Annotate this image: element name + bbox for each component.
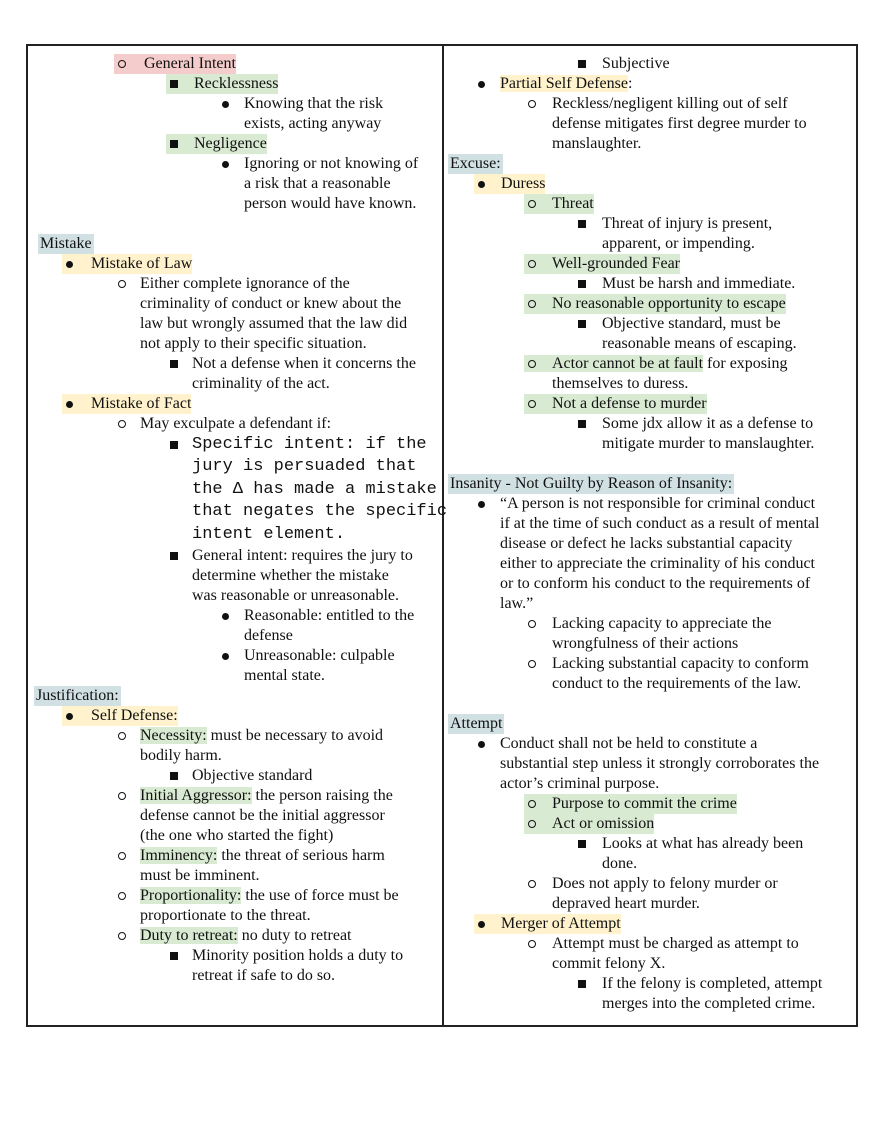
- bullet-icon: [478, 501, 485, 508]
- square-bullet-icon: [170, 360, 178, 368]
- square-bullet-icon: [578, 420, 586, 428]
- bullet-icon: [222, 101, 229, 108]
- proportionality-label: Proportionality:: [140, 886, 242, 904]
- hollow-bullet-icon: [528, 880, 536, 888]
- text-line: Some jdx allow it as a defense to: [602, 415, 814, 432]
- text-line: defense cannot be the initial aggressor: [140, 806, 385, 824]
- actor-fault-label: Actor cannot be at fault: [552, 355, 704, 372]
- text-line: “A person is not responsible for criminal conduct: [500, 495, 816, 512]
- mistake-of-law-label: Mistake of Law: [91, 255, 193, 272]
- bullet-icon: [66, 401, 73, 408]
- initial-aggressor-label: Initial Aggressor:: [140, 786, 252, 804]
- text-line: defense mitigates first degree murder to: [552, 115, 807, 132]
- merger-of-attempt-label: Merger of Attempt: [501, 915, 621, 932]
- text-line: defense: [244, 626, 293, 644]
- purpose-label: Purpose to commit the crime: [552, 795, 737, 812]
- text-line: reasonable means of escaping.: [602, 335, 797, 352]
- text-line: must be imminent.: [140, 866, 260, 884]
- hollow-bullet-icon: [528, 400, 536, 408]
- text-line: Unreasonable: culpable: [244, 646, 395, 664]
- hollow-bullet-icon: [528, 260, 536, 268]
- text-line: either to appreciate the criminality of his conduct: [500, 555, 815, 572]
- hollow-bullet-icon: [528, 660, 536, 668]
- text-line: no duty to retreat: [237, 926, 352, 944]
- hollow-bullet-icon: [528, 360, 536, 368]
- text-line: retreat if safe to do so.: [192, 966, 336, 984]
- text-line: substantial step unless it strongly corroborates the: [500, 755, 820, 772]
- well-grounded-fear-label: Well-grounded Fear: [552, 255, 680, 272]
- text-line: must be necessary to avoid: [206, 726, 384, 744]
- text-line: merges into the completed crime.: [602, 995, 816, 1012]
- text-line: Knowing that the risk: [244, 95, 384, 112]
- duty-to-retreat-label: Duty to retreat:: [140, 926, 238, 944]
- imminency-label: Imminency:: [140, 846, 218, 864]
- text-line: Conduct shall not be held to constitute a: [500, 735, 758, 752]
- general-intent-label: General Intent: [144, 55, 236, 72]
- text-line: Lacking capacity to appreciate the: [552, 615, 772, 632]
- bullet-icon: [478, 921, 485, 928]
- text-line: criminality of conduct or knew about the: [140, 295, 402, 312]
- text-line: person would have known.: [244, 195, 417, 212]
- square-bullet-icon: [578, 840, 586, 848]
- hollow-bullet-icon: [118, 732, 126, 740]
- bullet-icon: [222, 161, 229, 168]
- text-line: the Δ has made a mistake: [192, 479, 437, 499]
- text-line: Minority position holds a duty to: [192, 946, 404, 964]
- square-bullet-icon: [170, 772, 178, 780]
- square-bullet-icon: [170, 552, 178, 560]
- text-line: apparent, or impending.: [602, 235, 755, 252]
- bullet-icon: [478, 181, 485, 188]
- text-line: manslaughter.: [552, 135, 642, 152]
- square-bullet-icon: [170, 80, 178, 88]
- bullet-icon: [222, 653, 229, 660]
- text-line: mental state.: [244, 666, 325, 684]
- text-line: If the felony is completed, attempt: [602, 975, 823, 992]
- square-bullet-icon: [170, 441, 178, 449]
- partial-self-defense-label: Partial Self Defense: [500, 75, 628, 92]
- text-line: the person raising the: [251, 786, 393, 804]
- text-line: determine whether the mistake: [192, 566, 389, 584]
- text-line: conduct to the requirements of the law.: [552, 675, 802, 692]
- text-line: (the one who started the fight): [140, 826, 334, 844]
- text-line: exists, acting anyway: [244, 115, 382, 132]
- text-line: General intent: requires the jury to: [192, 546, 413, 564]
- hollow-bullet-icon: [528, 100, 536, 108]
- hollow-bullet-icon: [528, 200, 536, 208]
- text-line: Threat of injury is present,: [602, 215, 773, 232]
- text-line: mitigate murder to manslaughter.: [602, 435, 815, 452]
- no-escape-label: No reasonable opportunity to escape: [552, 295, 786, 312]
- text-line: the use of force must be: [241, 886, 399, 904]
- necessity-label: Necessity:: [140, 726, 207, 744]
- text-line: May exculpate a defendant if:: [140, 415, 332, 432]
- text-line: Either complete ignorance of the: [140, 275, 350, 292]
- text-line: :: [627, 75, 633, 92]
- square-bullet-icon: [578, 980, 586, 988]
- text-line: commit felony X.: [552, 955, 666, 972]
- hollow-bullet-icon: [118, 852, 126, 860]
- act-omission-label: Act or omission: [552, 815, 655, 832]
- threat-label: Threat: [552, 195, 594, 212]
- text-line: Objective standard: [192, 766, 313, 784]
- hollow-bullet-icon: [118, 280, 126, 288]
- text-line: the threat of serious harm: [217, 846, 385, 864]
- square-bullet-icon: [578, 220, 586, 228]
- hollow-bullet-icon: [528, 800, 536, 808]
- bullet-icon: [478, 741, 485, 748]
- mistake-of-fact-label: Mistake of Fact: [91, 395, 192, 412]
- text-line: Reckless/negligent killing out of self: [552, 95, 788, 112]
- hollow-bullet-icon: [118, 932, 126, 940]
- text-line: intent element.: [192, 524, 346, 544]
- square-bullet-icon: [578, 320, 586, 328]
- not-defense-murder-label: Not a defense to murder: [552, 395, 707, 412]
- section-heading-mistake: Mistake: [40, 235, 92, 252]
- text-line: for exposing: [703, 355, 788, 372]
- hollow-bullet-icon: [118, 420, 126, 428]
- text-line: was reasonable or unreasonable.: [192, 586, 400, 604]
- text-line: Ignoring or not knowing of: [244, 155, 419, 172]
- outline-table: [26, 44, 858, 1027]
- hollow-bullet-icon: [118, 792, 126, 800]
- text-line: law.”: [500, 595, 534, 612]
- text-line: Reasonable: entitled to the: [244, 606, 415, 624]
- section-heading-excuse: Excuse:: [450, 155, 501, 172]
- text-line: law but wrongly assumed that the law did: [140, 315, 408, 332]
- bullet-icon: [66, 261, 73, 268]
- section-heading-attempt: Attempt: [450, 715, 503, 732]
- text-line: Specific intent: if the: [192, 435, 427, 454]
- text-line: actor’s criminal purpose.: [500, 775, 660, 792]
- text-line: Lacking substantial capacity to conform: [552, 655, 809, 672]
- text-line: wrongfulness of their actions: [552, 635, 739, 652]
- text-line: Looks at what has already been: [602, 835, 804, 852]
- square-bullet-icon: [578, 280, 586, 288]
- right-column: [448, 54, 852, 1014]
- text-line: themselves to duress.: [552, 375, 689, 392]
- bullet-icon: [478, 81, 485, 88]
- text-line: not apply to their specific situation.: [140, 335, 367, 352]
- text-line: depraved heart murder.: [552, 895, 700, 912]
- hollow-bullet-icon: [528, 620, 536, 628]
- column-divider: [442, 46, 444, 1025]
- text-line: Subjective: [602, 55, 670, 72]
- text-line: Objective standard, must be: [602, 315, 781, 332]
- hollow-bullet-icon: [528, 940, 536, 948]
- recklessness-label: Recklessness: [194, 75, 279, 92]
- text-line: proportionate to the threat.: [140, 906, 311, 924]
- text-line: Attempt must be charged as attempt to: [552, 935, 799, 952]
- text-line: Does not apply to felony murder or: [552, 875, 778, 892]
- square-bullet-icon: [170, 952, 178, 960]
- text-line: a risk that a reasonable: [244, 175, 391, 192]
- hollow-bullet-icon: [528, 300, 536, 308]
- self-defense-label: Self Defense:: [91, 706, 178, 724]
- text-line: that negates the specific: [192, 502, 448, 522]
- left-column: [34, 54, 448, 986]
- hollow-bullet-icon: [118, 892, 126, 900]
- text-line: disease or defect he lacks substantial capacity: [500, 535, 793, 552]
- section-heading-justification: Justification:: [36, 686, 119, 704]
- square-bullet-icon: [578, 60, 586, 68]
- section-heading-insanity: Insanity - Not Guilty by Reason of Insanity:: [450, 475, 733, 492]
- text-line: or to conform his conduct to the requirements of: [500, 575, 811, 592]
- bullet-icon: [66, 713, 73, 720]
- text-line: if at the time of such conduct as a result of mental: [500, 515, 820, 532]
- bullet-icon: [222, 613, 229, 620]
- hollow-bullet-icon: [528, 820, 536, 828]
- text-line: criminality of the act.: [192, 375, 330, 392]
- text-line: bodily harm.: [140, 746, 222, 764]
- text-line: done.: [602, 855, 638, 872]
- text-line: jury is persuaded that: [192, 457, 417, 477]
- text-line: Not a defense when it concerns the: [192, 355, 416, 372]
- square-bullet-icon: [170, 140, 178, 148]
- duress-label: Duress: [501, 175, 546, 192]
- negligence-label: Negligence: [194, 135, 267, 152]
- text-line: Must be harsh and immediate.: [602, 275, 796, 292]
- hollow-bullet-icon: [118, 60, 126, 68]
